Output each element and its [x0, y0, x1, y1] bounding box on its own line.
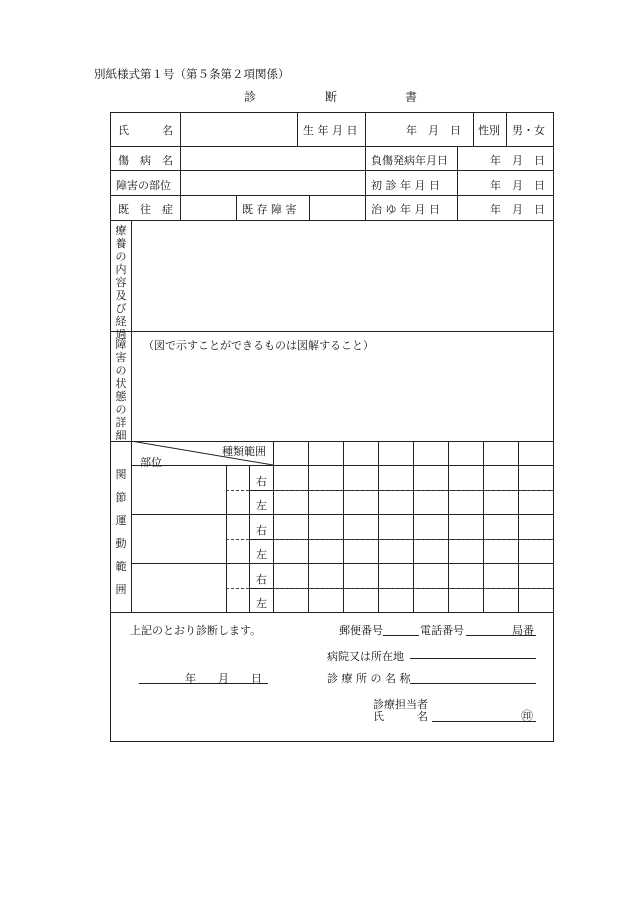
medical-history-label: 既 往 症 [118, 203, 173, 216]
rom-corner-bottom: 部位 [140, 456, 162, 469]
rom-right-label: 右 [256, 524, 267, 537]
rom-right-label: 右 [256, 573, 267, 586]
first-visit-label: 初 診 年 月 日 [371, 179, 440, 192]
condition-field[interactable] [133, 352, 551, 440]
rom-left-label: 左 [256, 597, 267, 610]
phone-label: 電話番号 [420, 624, 464, 637]
condition-note: （図で示すことができるものは図解すること） [143, 339, 374, 352]
doctor-label: 診療担当者 [373, 698, 428, 711]
hospital-address-field[interactable] [410, 658, 536, 659]
medical-history-field[interactable] [181, 196, 235, 219]
treatment-field[interactable] [133, 222, 551, 330]
title-char-2: 断 [325, 90, 338, 104]
clinic-name-field[interactable] [410, 683, 536, 684]
title-char-3: 書 [405, 90, 418, 104]
disease-name-label: 傷 病 名 [118, 154, 173, 167]
doctor-name-label: 氏 名 [373, 710, 428, 723]
rom-left-label: 左 [256, 499, 267, 512]
postal-code-field[interactable] [383, 635, 419, 636]
name-label: 氏 名 [118, 124, 173, 137]
statement: 上記のとおり診断します。 [130, 624, 262, 637]
clinic-name-label: 診 療 所 の 名 称 [327, 672, 411, 685]
injury-date-label: 負傷発病年月日 [371, 154, 448, 167]
date-line: 年 月 日 [185, 672, 262, 685]
disease-name-field[interactable] [181, 147, 364, 169]
cure-date-label: 治 ゆ 年 月 日 [371, 203, 440, 216]
sex-field[interactable]: 男・女 [512, 124, 545, 137]
rom-corner-top: 種類範囲 [222, 445, 266, 458]
title-char-1: 診 [244, 90, 257, 104]
rom-right-label: 右 [256, 475, 267, 488]
hospital-address-label: 病院又は所在地 [327, 650, 404, 663]
bureau-label: 局番 [512, 624, 534, 637]
birth-date-field[interactable]: 年 月 日 [406, 124, 461, 137]
sex-label: 性別 [478, 124, 500, 137]
seal-mark: ㊞ [521, 709, 534, 723]
rom-label: 関節運動範囲 [115, 468, 127, 596]
injury-date-field[interactable]: 年 月 日 [490, 154, 545, 167]
injury-site-field[interactable] [181, 171, 364, 194]
first-visit-field[interactable]: 年 月 日 [490, 179, 545, 192]
birth-date-label: 生 年 月 日 [303, 124, 358, 137]
cure-date-field[interactable]: 年 月 日 [490, 203, 545, 216]
existing-disability-field[interactable] [310, 196, 364, 219]
condition-label: 障害の状態の詳細 [115, 338, 127, 442]
rom-left-label: 左 [256, 548, 267, 561]
injury-site-label: 障害の部位 [116, 179, 171, 192]
treatment-label: 療養の内容及び経過 [115, 224, 127, 341]
postal-code-label: 郵便番号 [339, 624, 383, 637]
existing-disability-label: 既 存 障 害 [242, 203, 297, 216]
form-number: 別紙様式第１号（第５条第２項関係） [94, 67, 290, 81]
name-field[interactable] [181, 113, 296, 145]
